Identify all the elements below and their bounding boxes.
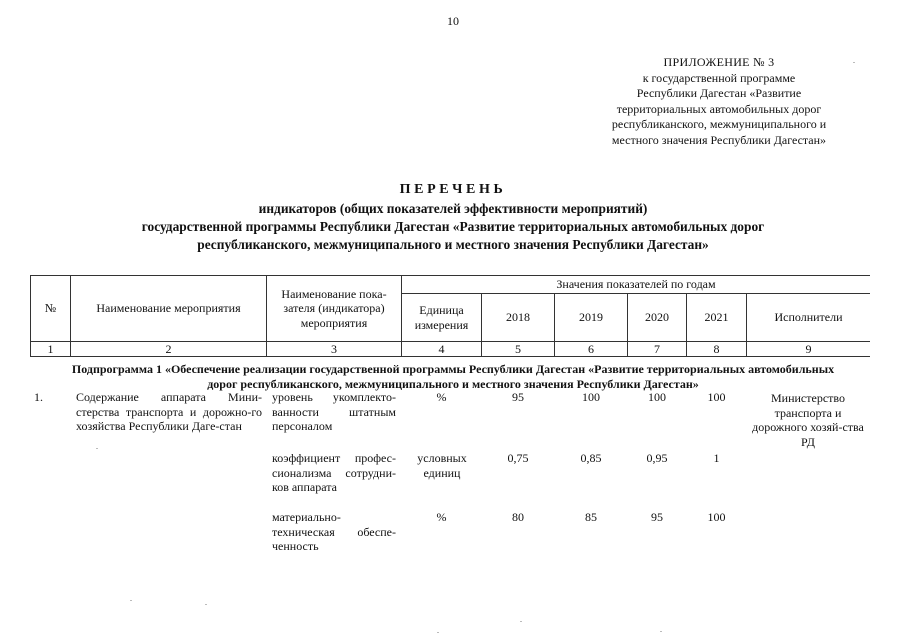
appendix-line: местного значения Республики Дагестан» [611,132,827,147]
header-values-by-year: Значения показателей по годам [556,277,716,292]
scan-speck [437,632,439,633]
column-numbers-border [30,356,870,357]
executor-name: Министерство транспорта и дорожного хозяй-ства РД [752,391,864,449]
title-main: ПЕРЕЧЕНЬ [399,182,507,197]
document-title [40,181,866,254]
scan-speck [853,62,855,63]
indicator-value: 0,95 [646,451,668,465]
indicator-value: 0,85 [580,451,602,465]
indicator-value: 80 [512,510,524,524]
subprogram-line: Подпрограмма 1 «Обеспечение реализации государственной программы Республики Дагестан «Развитие территориальных автомобильных [71,362,835,376]
scan-speck [520,621,522,622]
indicator-name: уровень укомплекто-ванности штатным персоналом [272,390,396,433]
header-year: 2018 [506,310,530,325]
indicator-unit: условных единиц [417,451,467,480]
appendix-line: к государственной программе [642,70,796,85]
indicator-name: материально-техническая обеспе-ченность [272,510,396,553]
indicator-value: 95 [651,510,663,524]
indicator-value: 95 [512,390,524,404]
appendix-line: Республики Дагестан «Развитие [636,86,802,101]
header-activity-name: Наименование мероприятия [96,301,241,316]
scan-speck [130,600,132,601]
appendix-line: республиканского, межмуниципального и [611,117,827,132]
title-line: индикаторов (общих показателей эффективности мероприятий) [258,201,648,216]
appendix-note [588,55,850,149]
column-number: 9 [805,342,812,356]
title-line: государственной программы Республики Дагестан «Развитие территориальных автомобильных дорог [141,219,765,234]
indicator-name: коэффициент профес-сионализма сотрудни-ков аппарата [272,451,396,494]
appendix-title: ПРИЛОЖЕНИЕ № 3 [663,55,775,69]
indicator-unit: % [436,390,447,404]
column-number: 8 [713,342,720,356]
header-number: № [44,301,57,316]
row-number: 1. [34,390,43,404]
appendix-line: территориальных автомобильных дорог [616,101,822,116]
scan-speck [96,448,98,449]
header-year: 2021 [704,310,729,325]
indicator-value: 0,75 [507,451,529,465]
header-indicator-name: Наименование пока-зателя (индикатора) мероприятия [281,286,387,330]
subprogram-heading [40,362,866,391]
indicator-value: 100 [707,510,726,524]
header-year: 2020 [645,310,669,325]
indicator-value: 85 [585,510,597,524]
activity-name: Содержание аппарата Мини-стерства транспорта и дорожно-го хозяйства Республики Даге-стан [76,390,262,433]
indicator-value: 100 [648,390,666,404]
indicator-unit: % [436,510,447,524]
column-number: 5 [515,342,521,356]
column-number: 2 [165,342,172,356]
column-number: 6 [588,342,594,356]
column-number: 3 [331,342,337,356]
indicator-value: 100 [707,390,726,404]
indicator-value: 100 [582,390,600,404]
scan-speck [660,631,662,632]
header-executors: Исполнители [774,310,843,325]
subprogram-line: дорог республиканского, межмуниципального и местного значения Республики Дагестан» [207,376,699,391]
indicator-value: 1 [713,451,720,465]
column-number: 1 [47,342,54,356]
scan-speck [205,604,207,605]
column-number: 7 [654,342,660,356]
header-year: 2019 [579,310,603,325]
header-unit: Единица измерения [414,303,469,332]
column-number: 4 [438,342,445,356]
page-number: 10 [447,14,459,28]
title-line: республиканского, межмуниципального и местного значения Республики Дагестан» [197,237,709,252]
